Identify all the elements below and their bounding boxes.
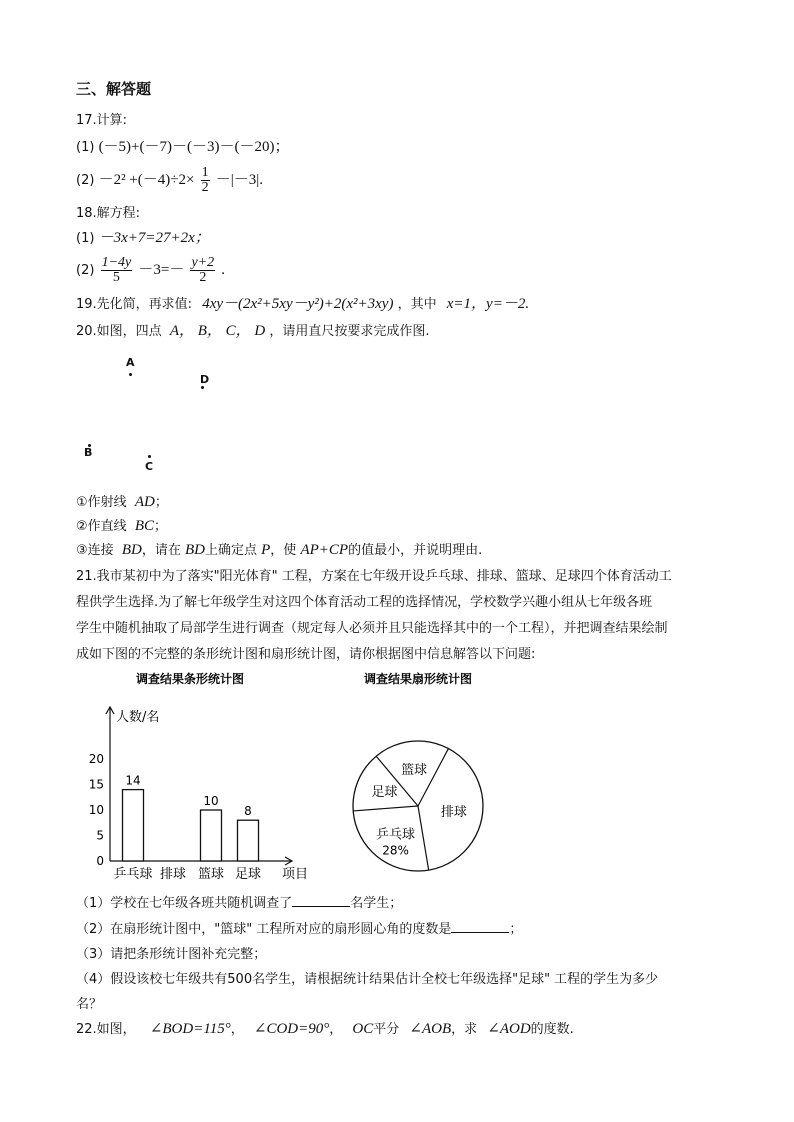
- bar: [123, 790, 144, 861]
- q21-line2: 程供学生选择.为了解七年级学生对这四个体育活动工程的选择情况，学校数学兴趣小组从七年级各班: [76, 595, 653, 610]
- q22-e1: ∠BOD=115°: [149, 1021, 231, 1037]
- q22-mid2: ，求: [451, 1022, 478, 1037]
- pie-slice-label: 足球: [371, 784, 398, 800]
- q22-e2: ∠COD=90°: [253, 1021, 330, 1037]
- bar: [238, 820, 259, 861]
- q20-step2: [76, 517, 167, 536]
- q17-p2-expr-b: －|－3|.: [215, 172, 263, 188]
- q22-mid: 平分: [373, 1022, 400, 1037]
- q21-sub2-text: （2）在扇形统计图中，"篮球" 工程所对应的扇形圆心角的度数是: [76, 922, 452, 937]
- q17-intro: 17.计算:: [76, 113, 128, 128]
- q21-line1: 21.我市某初中为了落实"阳光体育" 工程，方案在七年级开设乒乓球、排球、篮球、足球四个体育活动工: [76, 569, 672, 584]
- q20-points: A， B， C， D: [169, 323, 266, 339]
- q20-step2-text: 作直线: [87, 519, 127, 534]
- bar-x-tick-label: 排球: [159, 867, 187, 882]
- q17-p1-label: (1): [76, 140, 95, 155]
- q20-intro: 20.如图，四点: [76, 324, 162, 339]
- q21-sub1-blank[interactable]: [292, 894, 350, 907]
- q20-step3-a: 连接: [87, 543, 114, 558]
- q17-p2-frac-num: 1: [201, 165, 209, 180]
- q18-p2-fraction1: [101, 256, 133, 285]
- q22-line: 22.如图， ∠BOD=115°， ∠COD=90°， OC平分 ∠AOB，求 ∠AOD的度数.: [76, 1021, 574, 1037]
- q22-e5: ∠AOD: [487, 1021, 531, 1037]
- bar-x-tick-label: 乒乓球: [113, 867, 153, 882]
- point-label-a: A: [126, 356, 135, 369]
- bar-chart-axes: [89, 707, 292, 868]
- q18-p2-frac2-den: 2: [199, 270, 207, 285]
- q21-sub1: [76, 894, 402, 913]
- q19-mid: ，其中: [397, 297, 437, 312]
- q19-prefix: 19.先化简，再求值:: [76, 297, 193, 312]
- bar-y-tick-label: 5: [96, 828, 104, 843]
- q20-step1-math: AD: [134, 494, 155, 510]
- q21-sub3: （3）请把条形统计图补充完整；: [76, 947, 267, 962]
- pie-chart-marks: [353, 741, 483, 871]
- q20-step3-m3: P: [261, 542, 271, 558]
- point-label-c: C: [145, 460, 154, 473]
- q17-p2-fraction: [201, 166, 210, 195]
- pie-slice-label: 乒乓球: [376, 827, 416, 843]
- q20-step3-b: ，请在: [141, 543, 181, 558]
- q20-intro-end: ，请用直尺按要求完成作图.: [269, 324, 430, 339]
- q22-prefix: 22.如图，: [76, 1022, 136, 1037]
- point-d-dot: [201, 386, 204, 389]
- q21-sub2-end: ；: [509, 922, 523, 937]
- bar-y-tick-label: 20: [88, 752, 104, 766]
- q20-step3-m4: AP+CP: [300, 542, 349, 558]
- q18-p2-frac2-num: y+2: [191, 255, 215, 270]
- point-label-d: D: [200, 373, 210, 386]
- bar-chart-ylabel: 人数/名: [116, 710, 160, 725]
- bar-x-tick-label: 篮球: [197, 867, 225, 882]
- q20-intro-line: [76, 322, 430, 341]
- bar-y-tick-label: 10: [88, 803, 104, 817]
- q18-p2-frac1-den: 5: [112, 270, 120, 285]
- point-a-dot: [129, 373, 132, 376]
- pie-chart: [340, 665, 510, 887]
- q20-step1-text: 作射线: [87, 495, 127, 510]
- pie-slice-label: 篮球: [401, 762, 428, 778]
- q18-p2-end: .: [221, 262, 226, 278]
- q20-step3-mark: ③: [76, 543, 88, 558]
- q20-step3-m1: BD: [121, 542, 142, 558]
- bar-x-tick-label: 足球: [234, 867, 262, 882]
- q17-part2: [76, 166, 263, 195]
- q22-end: 的度数.: [530, 1022, 574, 1037]
- q22-e4: ∠AOB: [409, 1021, 452, 1037]
- pie-slice-label: 排球: [440, 804, 467, 820]
- q18-p2-frac1-num: 1−4y: [101, 255, 132, 270]
- q20-step3-e: 的值最小，并说明理由.: [348, 543, 483, 558]
- q20-step1-end: ；: [154, 495, 168, 510]
- pie-chart-title: 调查结果扇形统计图: [363, 672, 473, 686]
- q21-line3: 学生中随机抽取了局部学生进行调查（规定每人必须并且只能选择其中的一个工程），并把调查结果绘制: [76, 621, 668, 636]
- bar-y-tick-label: 15: [88, 777, 104, 792]
- q18-part2: [76, 256, 225, 285]
- q21-sub2-blank[interactable]: [451, 920, 509, 933]
- q18-p2-mid: －3=－: [138, 262, 185, 278]
- q20-step2-math: BC: [134, 518, 154, 534]
- bar-data-label: 8: [244, 804, 252, 819]
- q19-cond: x=1，y=－2.: [446, 296, 530, 312]
- q20-step3-c: 上确定点: [204, 543, 257, 558]
- q19-expr: 4xy－(2x²+5xy－y²)+2(x²+3xy): [202, 296, 394, 312]
- q21-sub1-text: （1）学校在七年级各班共随机调查了: [76, 896, 293, 911]
- q21-line4: 成如下图的不完整的条形统计图和扇形统计图，请你根据图中信息解答以下问题:: [76, 647, 536, 662]
- q20-step1-mark: ①: [76, 495, 88, 510]
- q18-p1-expr: －3x+7=27+2x；: [98, 230, 210, 246]
- q21-sub1-end: 名学生；: [350, 896, 403, 911]
- q20-step3: [76, 541, 482, 560]
- bar-chart-title: 调查结果条形统计图: [135, 672, 245, 686]
- q20-step2-end: ；: [153, 519, 167, 534]
- q20-step3-d: ，使: [270, 543, 297, 558]
- bar-data-label: 10: [203, 794, 219, 808]
- bar-chart-marks: [113, 774, 261, 882]
- q17-p1-expr: (－5)+(－7)－(－3)－(－20)；: [98, 139, 290, 155]
- q20-step1: [76, 493, 168, 512]
- bar-data-label: 14: [125, 773, 141, 788]
- q21-sub4b: 名？: [76, 997, 103, 1012]
- bar-chart: [80, 665, 330, 887]
- q17-p2-frac-den: 2: [201, 180, 209, 195]
- q20-step2-mark: ②: [76, 519, 88, 534]
- point-c-dot: [148, 455, 151, 458]
- q20-step3-m2: BD: [184, 542, 205, 558]
- q19-line: [76, 295, 529, 314]
- q18-p2-fraction2: [190, 256, 215, 285]
- q17-p2-label: (2): [76, 173, 95, 188]
- q18-part1: [76, 229, 210, 248]
- q21-sub2: [76, 920, 522, 939]
- q18-p2-label: (2): [76, 263, 95, 278]
- q17-p2-expr-a: －2² +(－4)÷2×: [98, 172, 195, 188]
- q22-e3: OC: [352, 1021, 374, 1037]
- q18-p1-label: (1): [76, 231, 95, 246]
- q18-intro: 18.解方程:: [76, 206, 141, 221]
- bar-y-tick-label: 0: [96, 854, 104, 868]
- q17-part1: [76, 138, 289, 157]
- section-title: 三、解答题: [76, 80, 152, 98]
- pie-slice-percent: 28%: [382, 843, 409, 858]
- point-label-b: B: [84, 446, 93, 459]
- bar: [201, 810, 222, 861]
- q21-sub4a: （4）假设该校七年级共有500名学生，请根据统计结果估计全校七年级选择"足球" 工程的学生为多少: [76, 972, 659, 987]
- bar-chart-xlabel: 项目: [282, 867, 309, 882]
